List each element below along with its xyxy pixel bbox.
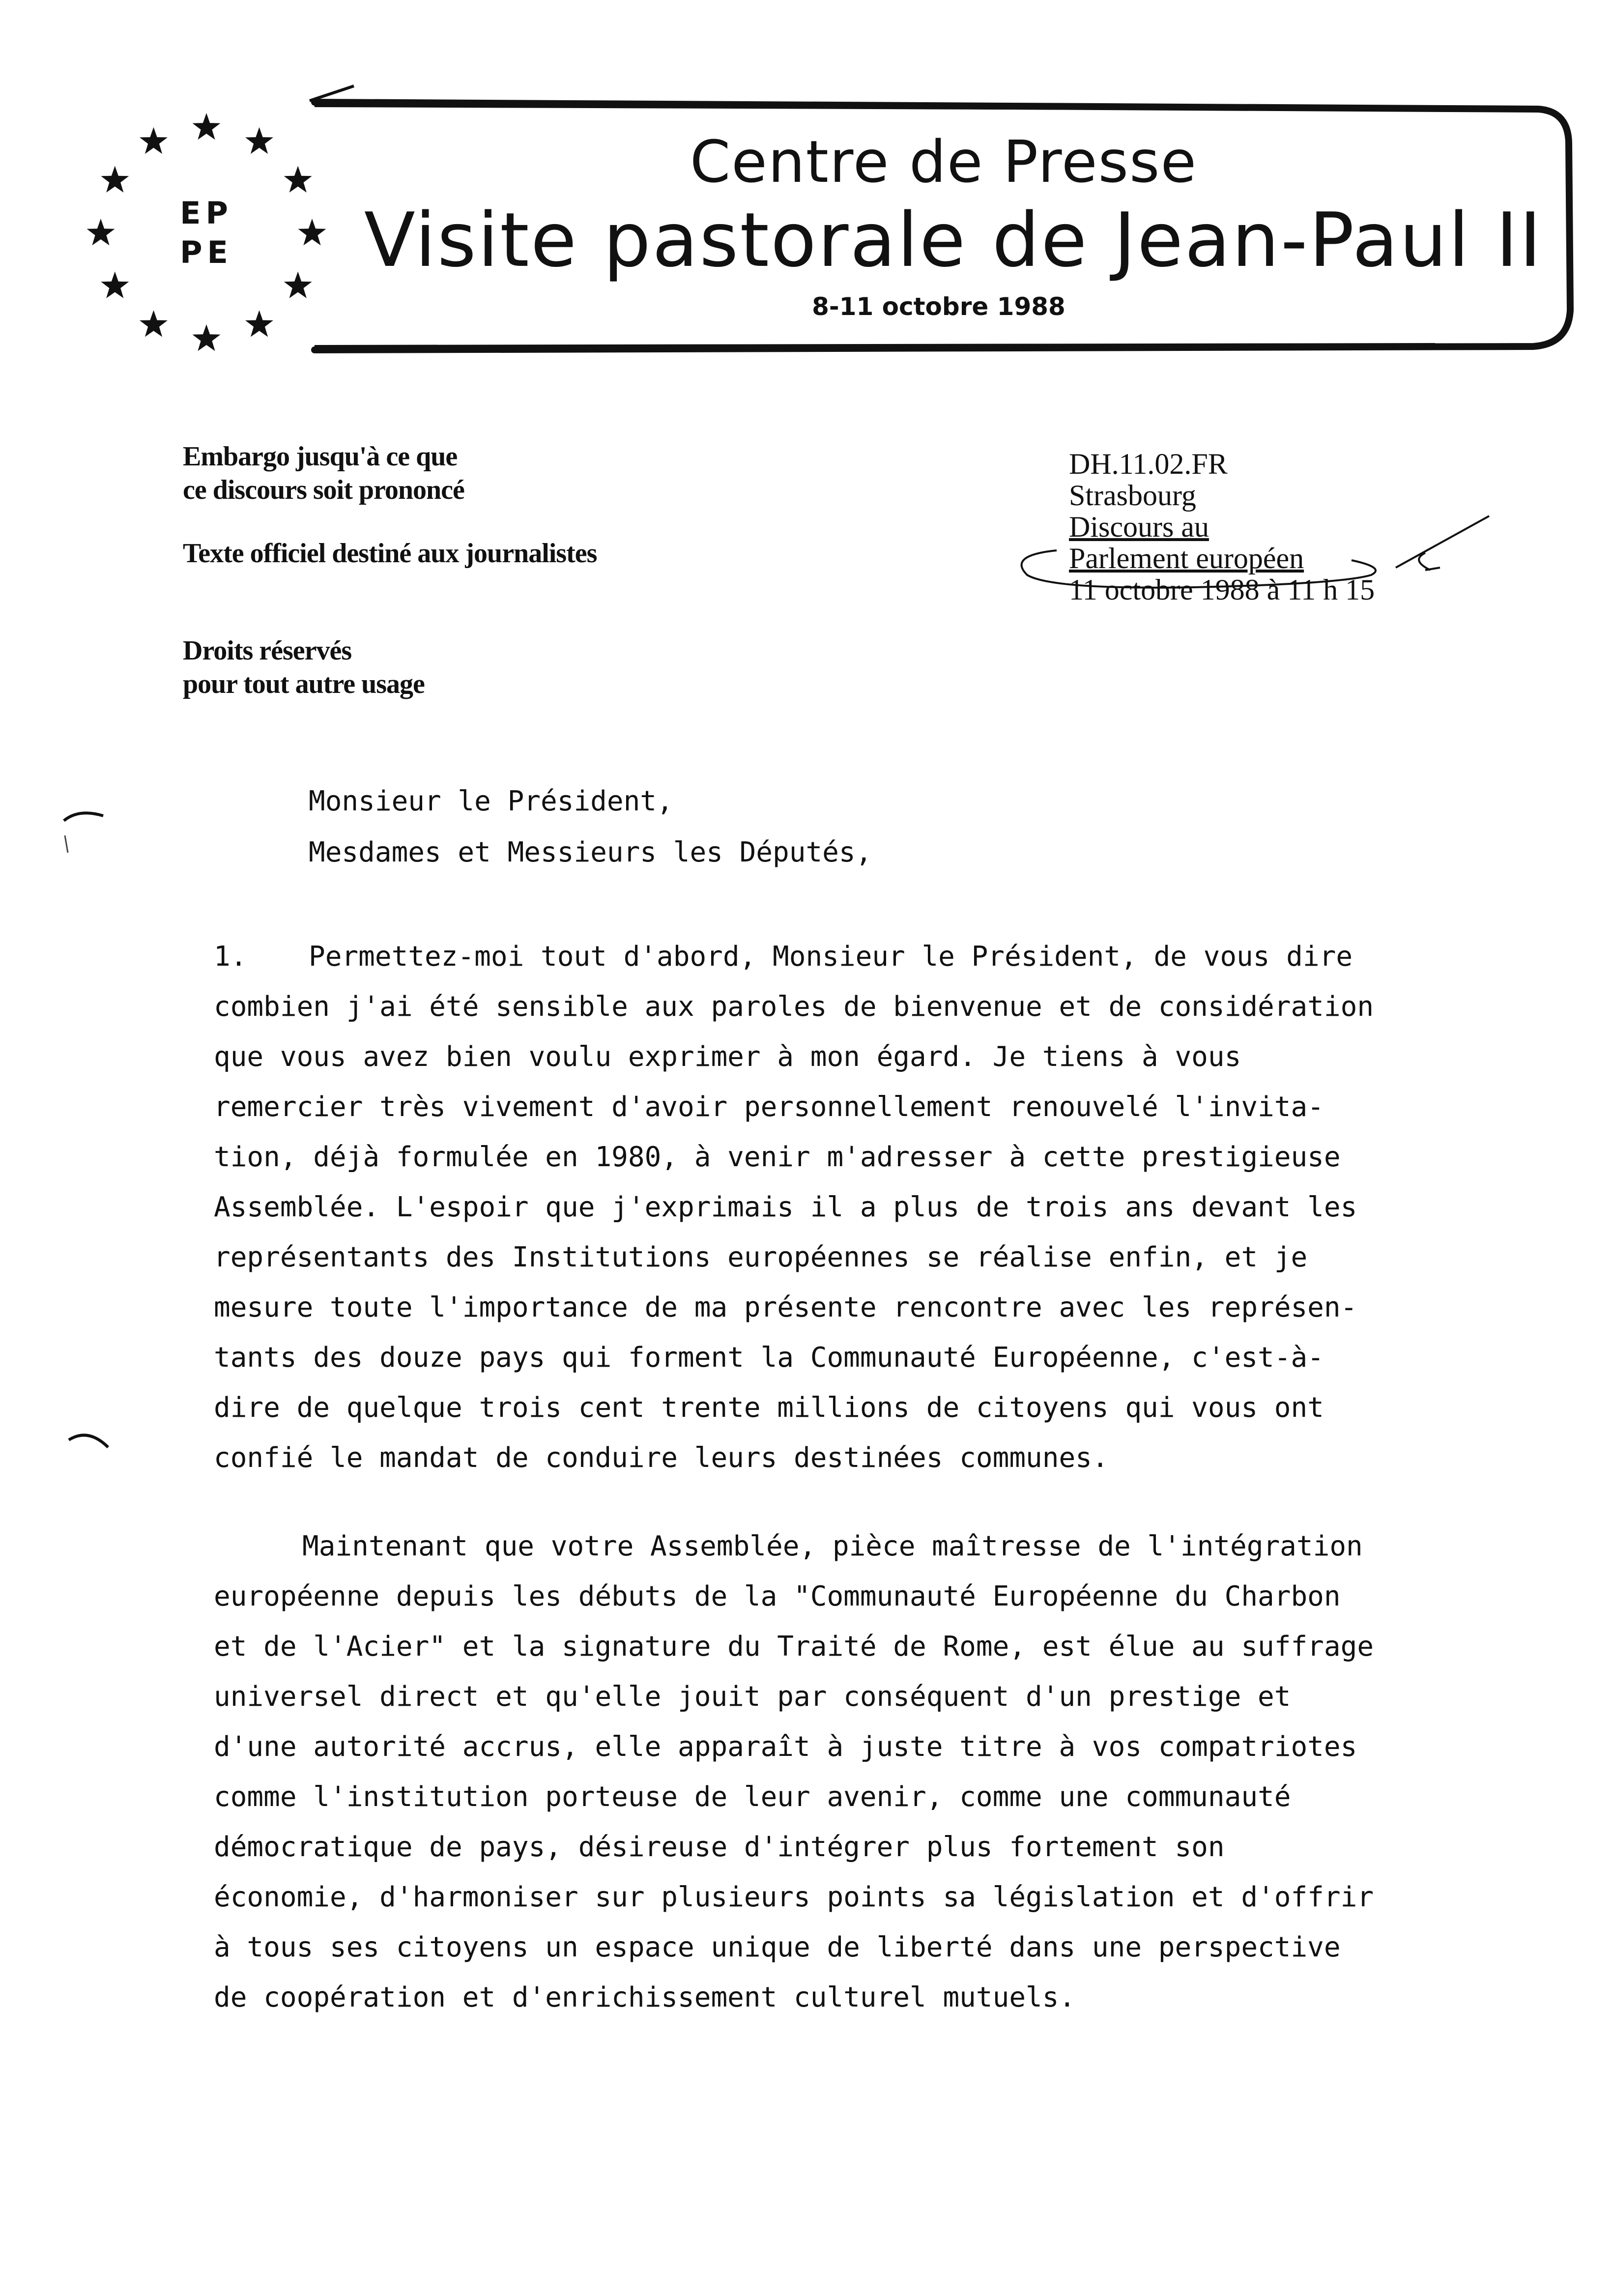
text-line: de coopération et d'enrichissement culturel mutuels. xyxy=(214,1981,1076,2013)
embargo-notice xyxy=(183,440,464,507)
scan-mark xyxy=(64,1425,113,1464)
text-line: économie, d'harmoniser sur plusieurs points sa législation et d'offrir xyxy=(214,1881,1374,1913)
visit-dates: 8-11 octobre 1988 xyxy=(812,292,1065,321)
text-line: européenne depuis les débuts de la "Communauté Européenne du Charbon xyxy=(214,1580,1341,1612)
text-line: Permettez-moi tout d'abord, Monsieur le Président, de vous dire xyxy=(309,941,1353,973)
text-line: Assemblée. L'espoir que j'exprimais il a plus de trois ans devant les xyxy=(214,1191,1357,1223)
embargo-line: ce discours soit prononcé xyxy=(183,475,464,505)
logo-letters-top: EP xyxy=(180,195,233,231)
press-centre-title: Centre de Presse xyxy=(690,128,1198,196)
star-icon xyxy=(193,113,221,140)
handwritten-circle-annotation xyxy=(998,506,1514,604)
star-icon xyxy=(101,166,129,193)
text-line: et de l'Acier" et la signature du Traité de Rome, est élue au suffrage xyxy=(214,1631,1374,1663)
scan-mark xyxy=(59,806,108,865)
text-line: combien j'ai été sensible aux paroles de bienvenue et de considération xyxy=(214,991,1374,1023)
document-code: DH.11.02.FR xyxy=(1069,448,1228,480)
visit-title: Visite pastorale de Jean-Paul II xyxy=(364,197,1543,284)
text-line: universel direct et qu'elle jouit par conséquent d'un prestige et xyxy=(214,1681,1291,1713)
star-icon xyxy=(101,272,129,298)
text-line: remercier très vivement d'avoir personnellement renouvelé l'invita- xyxy=(214,1091,1324,1123)
text-line: que vous avez bien voulu exprimer à mon égard. Je tiens à vous xyxy=(214,1041,1241,1073)
star-icon xyxy=(245,127,273,154)
text-line: mesure toute l'importance de ma présente rencontre avec les représen- xyxy=(214,1292,1357,1323)
embargo-line: Embargo jusqu'à ce que xyxy=(183,441,458,472)
text-line: représentants des Institutions européennes se réalise enfin, et je xyxy=(214,1241,1308,1273)
star-icon xyxy=(193,324,221,351)
text-line: confié le mandat de conduire leurs destinées communes. xyxy=(214,1442,1109,1474)
paragraph-number: 1. xyxy=(214,941,247,973)
text-line: à tous ses citoyens un espace unique de liberté dans une perspective xyxy=(214,1931,1341,1963)
text-line: tion, déjà formulée en 1980, à venir m'adresser à cette prestigieuse xyxy=(214,1141,1341,1173)
ep-pe-logo xyxy=(74,98,339,364)
document-place: Strasbourg xyxy=(1069,479,1196,512)
logo-letters-bottom: PE xyxy=(180,234,233,270)
speech-line-2: Parlement européen xyxy=(1069,542,1304,574)
text-line: comme l'institution porteuse de leur avenir, comme une communauté xyxy=(214,1781,1291,1813)
star-icon xyxy=(140,127,168,154)
scan-mark xyxy=(305,81,364,111)
star-icon xyxy=(87,219,115,245)
official-text-notice: Texte officiel destiné aux journalistes xyxy=(183,538,597,569)
text-line: tants des douze pays qui forment la Communauté Européenne, c'est-à- xyxy=(214,1342,1324,1374)
salutation-deputies: Mesdames et Messieurs les Députés, xyxy=(309,836,872,868)
rights-line: pour tout autre usage xyxy=(183,669,425,699)
salutation-president: Monsieur le Président, xyxy=(309,785,673,817)
star-icon xyxy=(140,310,168,337)
rights-line: Droits réservés xyxy=(183,635,352,666)
paragraph-1 xyxy=(214,932,1374,1483)
star-icon xyxy=(245,310,273,337)
text-line: Maintenant que votre Assemblée, pièce maîtresse de l'intégration xyxy=(302,1530,1363,1562)
paragraph-2 xyxy=(214,1521,1374,2023)
rights-notice xyxy=(183,634,425,701)
speech-datetime: 11 octobre 1988 à 11 h 15 xyxy=(1069,574,1375,606)
text-line: dire de quelque trois cent trente millions de citoyens qui vous ont xyxy=(214,1392,1324,1424)
star-ring xyxy=(87,113,326,351)
text-line: d'une autorité accrus, elle apparaît à juste titre à vos compatriotes xyxy=(214,1731,1357,1763)
speech-line-1: Discours au xyxy=(1069,511,1209,543)
text-line: démocratique de pays, désireuse d'intégrer plus fortement son xyxy=(214,1831,1225,1863)
